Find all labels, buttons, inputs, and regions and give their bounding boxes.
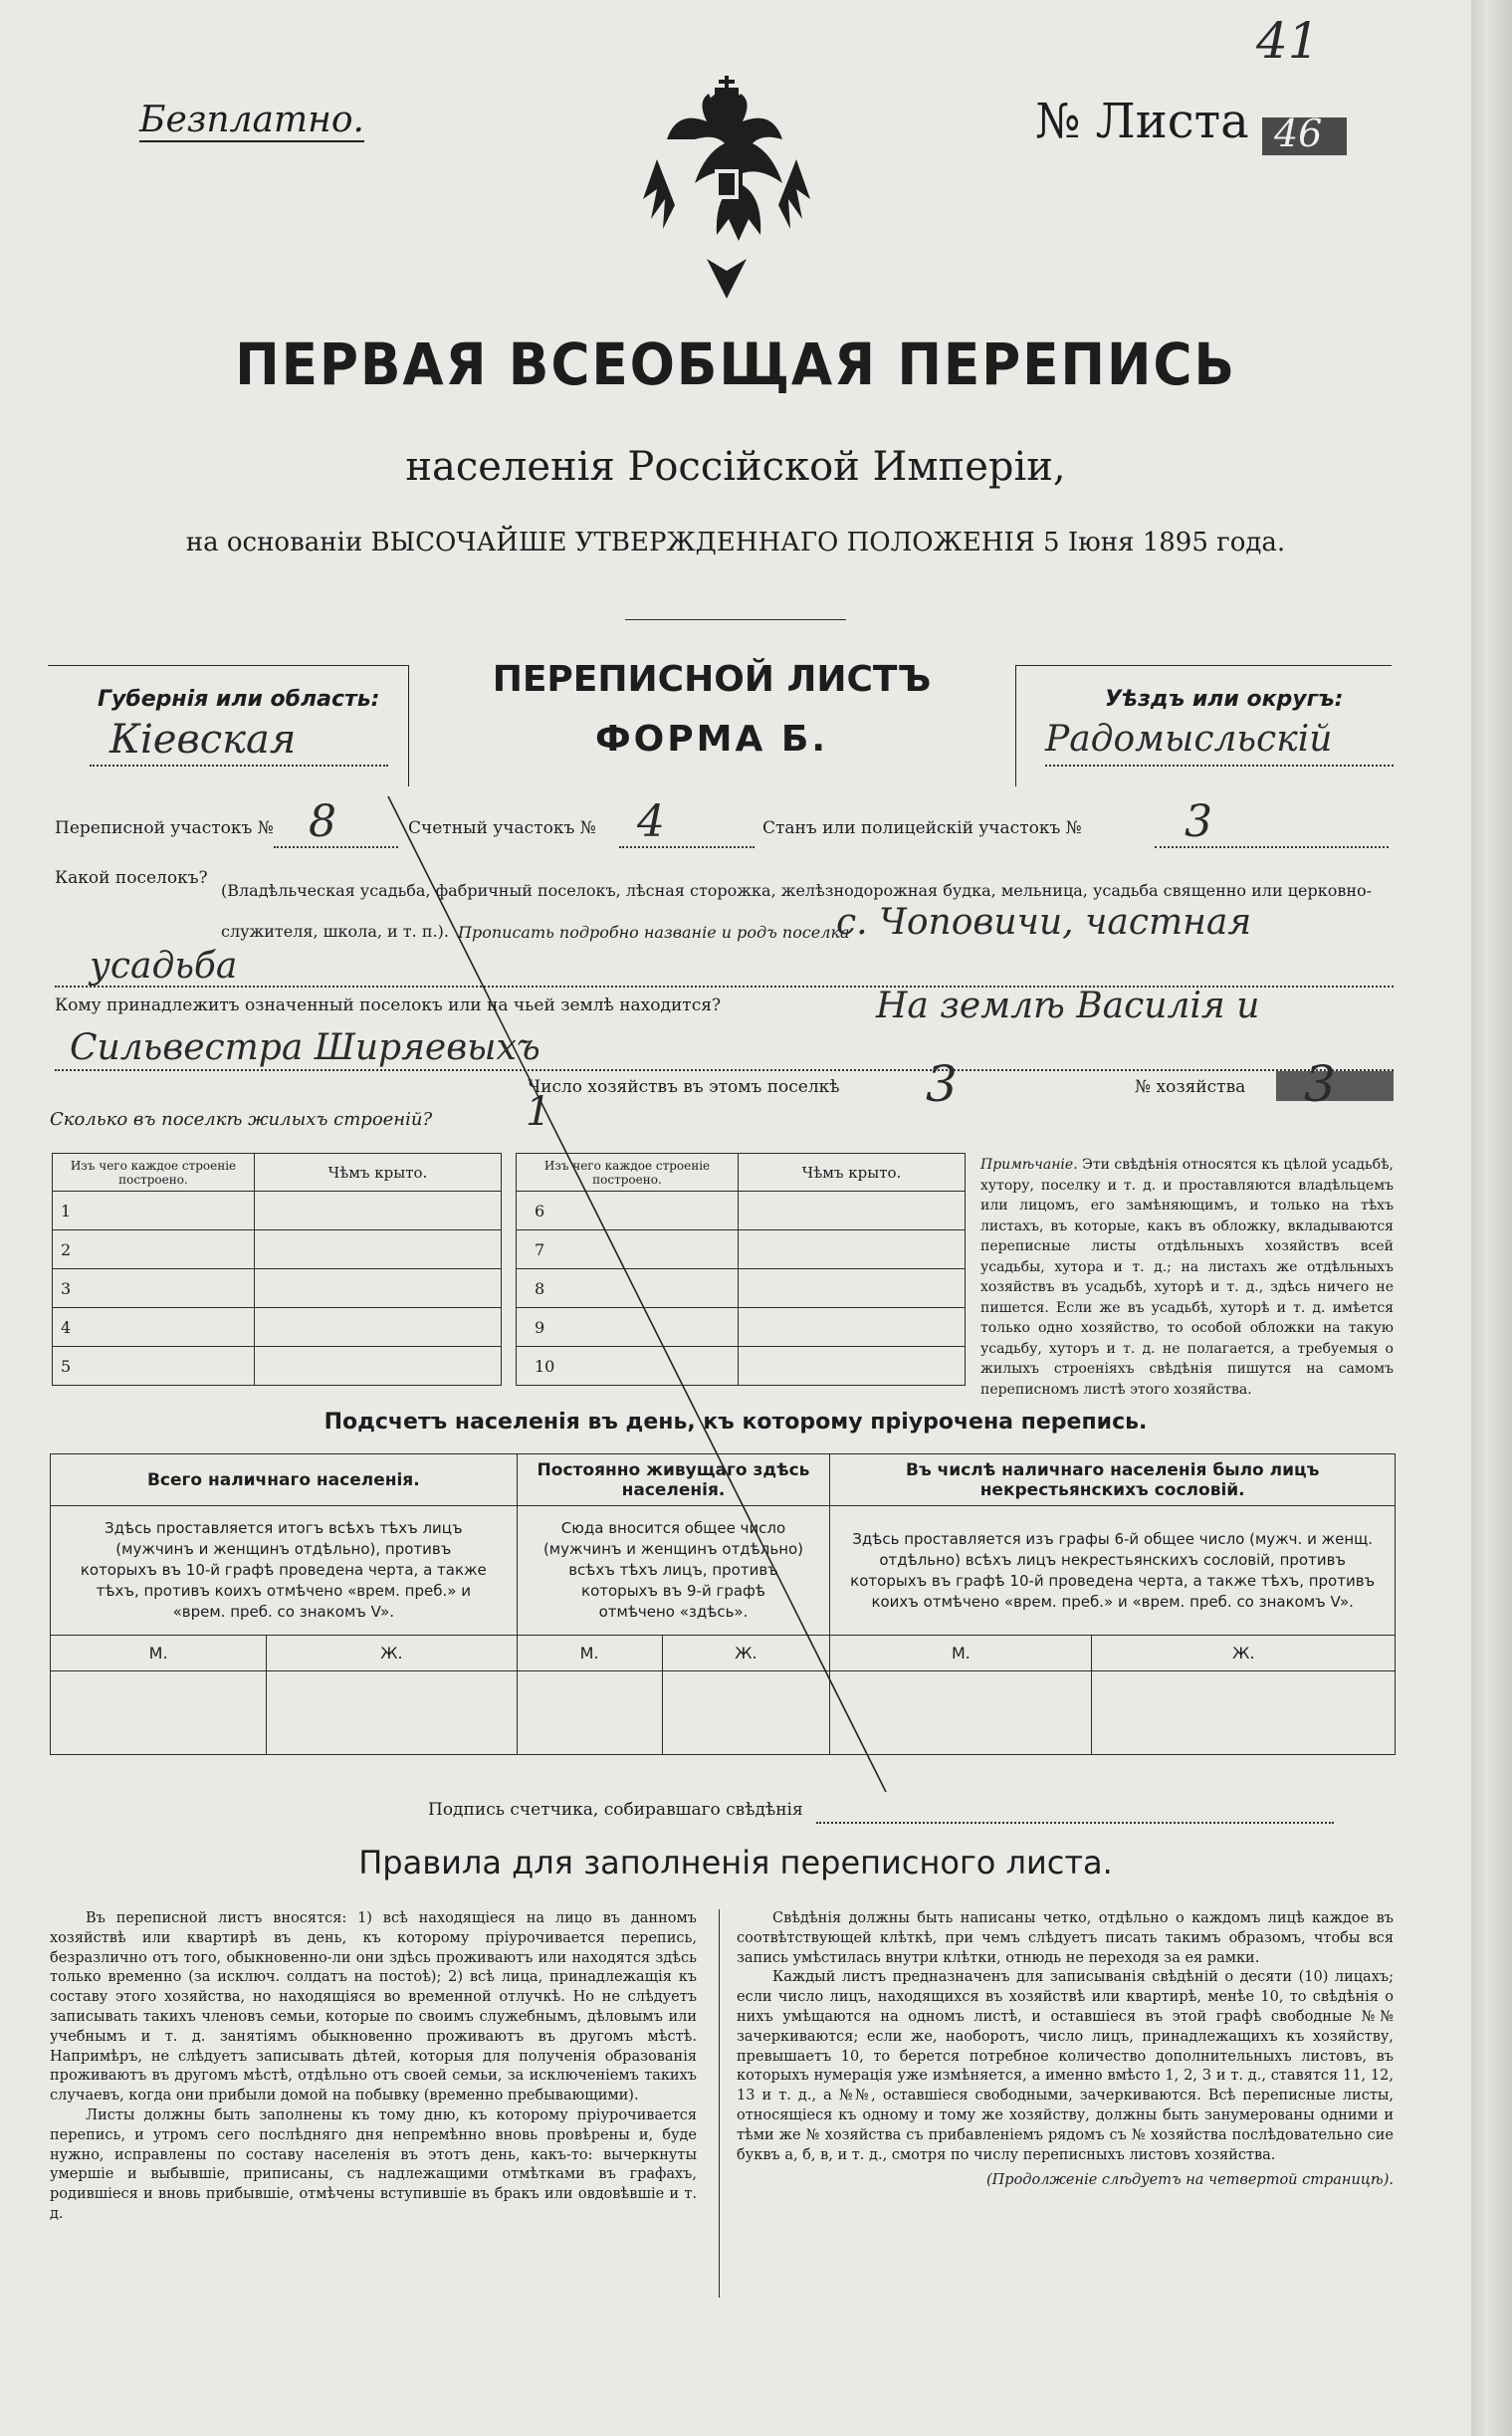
count-male-header: М. <box>51 1636 267 1671</box>
building-row-num: 8 <box>517 1269 739 1308</box>
count-value: 4 <box>637 796 665 847</box>
building-row-num: 3 <box>53 1269 255 1308</box>
count-col1-title: Всего наличнаго населенія. <box>51 1454 518 1506</box>
district-value: 8 <box>309 796 336 847</box>
sheet-no-label: № Листа <box>1035 94 1249 149</box>
rules-left-p1: Въ переписной листъ вносятся: 1) всѣ находящіеся на лицо въ данномъ хозяйствѣ или квартирѣ въ день, къ которому пріурочивается перепись, безразлично отъ того, обыкновенно-ли они здѣсь проживаютъ или находятся здѣсь только временно (за исключ. солдатъ на постоѣ); 2) всѣ лица, принадлежащія къ составу этого хозяйства, но находящіяся во временной отлучкѣ. Но не слѣдуетъ записывать такихъ членовъ семьи, которые по своимъ служебнымъ, дѣловымъ или учебнымъ и т. д. занятіямъ обыкновенно проживаютъ въ другомъ мѣстѣ. Напримѣръ, не слѣдуетъ записывать дѣтей, которыя для полученія образованія проживаютъ въ другомъ мѣстѣ, отдѣльно отъ своей семьи, за исключеніемъ такихъ случаевъ, когда они прибыли домой на побывку (временно пребывающими). <box>50 1910 697 2104</box>
buildings-col-material: Изъ чего каждое строеніе построено. <box>53 1154 255 1192</box>
rules-title: Правила для заполненія переписного листа. <box>358 1844 1113 1882</box>
count-female-header: Ж. <box>267 1636 517 1671</box>
settlement-instruction: Прописать подробно названіе и родъ поселка <box>458 923 850 942</box>
building-row-num: 10 <box>517 1347 739 1386</box>
uezd-label: Уѣздъ или округъ: <box>1105 687 1344 712</box>
police-label: Станъ или полицейскій участокъ № <box>762 818 1082 838</box>
settlement-label: Какой поселокъ? <box>55 868 208 888</box>
buildings-label: Сколько въ поселкѣ жилыхъ строеній? <box>50 1109 433 1130</box>
district-label: Переписной участокъ № <box>55 818 274 838</box>
building-row-num: 9 <box>517 1308 739 1347</box>
rules-left-p2: Листы должны быть заполнены къ тому дню, къ которому пріурочивается перепись, и утромъ сего послѣдняго дня непремѣнно вновь провѣрены и, буде нужно, исправлены по составу населенія въ этотъ день, какъ-то: вычеркнуты умершіе и выбывшіе, приписаны, съ надлежащими отмѣтками въ графахъ, родившіеся и вновь прибывшіе, отмѣчены вступившіе въ бракъ или овдовѣвшіе и т. д. <box>50 2106 697 2222</box>
form-title: ФОРМА Б. <box>594 719 829 760</box>
main-title: ПЕРВАЯ ВСЕОБЩАЯ ПЕРЕПИСЬ <box>235 331 1236 398</box>
count-female-header: Ж. <box>662 1636 830 1671</box>
count-female-header: Ж. <box>1092 1636 1396 1671</box>
police-value: 3 <box>1185 796 1212 847</box>
signature-label: Подпись счетчика, собиравшаго свѣдѣнія <box>428 1800 803 1820</box>
gubernia-label: Губернія или область: <box>98 687 380 712</box>
sheet-no-value: 46 <box>1274 111 1323 155</box>
note-title: Примѣчаніе. <box>980 1157 1078 1173</box>
households-value: 3 <box>926 1055 958 1113</box>
count-male-header: М. <box>830 1636 1092 1671</box>
uezd-value: Радомысльскій <box>1045 719 1333 760</box>
owner-label: Кому принадлежитъ означенный поселокъ или на чьей землѣ находится? <box>55 996 722 1015</box>
buildings-col-material: Изъ чего каждое строеніе построено. <box>517 1154 739 1192</box>
rules-right-p1: Свѣдѣнія должны быть написаны четко, отдѣльно о каждомъ лицѣ каждое въ соотвѣтствующей клѣткѣ, при чемъ слѣдуетъ писать такимъ образомъ, чтобы вся запись умѣстилась внутри клѣтки, отнюдь не переходя за ея рамки. <box>737 1910 1394 1966</box>
household-no-value: 3 <box>1304 1055 1336 1113</box>
settlement-value-2: усадьба <box>90 946 238 987</box>
count-col3-text: Здѣсь проставляется изъ графы 6-й общее число (мужч. и женщ. отдѣльно) всѣхъ лицъ некрестьянскихъ сословій, противъ которыхъ въ графѣ 10-й проведена черта, а также тѣхъ, противъ коихъ отмѣчено «врем. преб.» и «врем. преб. со знакомъ V». <box>830 1506 1396 1636</box>
legal-basis: на основаніи ВЫСОЧАЙШЕ УТВЕРЖДЕННАГО ПОЛОЖЕНІЯ 5 Іюня 1895 года. <box>185 528 1286 557</box>
building-row-num: 5 <box>53 1347 255 1386</box>
count-col2-title: Постоянно живущаго здѣсь населенія. <box>517 1454 830 1506</box>
page-edge <box>1471 0 1512 2436</box>
settlement-value-1: с. Чоповичи, частная <box>836 902 1252 943</box>
count-male-header: М. <box>517 1636 662 1671</box>
count-col3-title: Въ числѣ наличнаго населенія было лицъ некрестьянскихъ сословій. <box>830 1454 1396 1506</box>
households-label: Число хозяйствъ въ этомъ поселкѣ <box>528 1077 840 1097</box>
building-row-num: 4 <box>53 1308 255 1347</box>
sheet-title: ПЕРЕПИСНОЙ ЛИСТЪ <box>492 659 932 700</box>
owner-value-1: На землѣ Василія и <box>876 986 1260 1026</box>
corner-number: 41 <box>1256 12 1320 70</box>
buildings-col-roof: Чѣмъ крыто. <box>739 1154 966 1192</box>
settlement-hint: (Владѣльческая усадьба, фабричный поселокъ, лѣсная сторожка, желѣзнодорожная будка, мельница, усадьба священно или церковно-служителя, школа, и т. п.). <box>221 881 1373 941</box>
rules-right-p2: Каждый листъ предназначенъ для записыванія свѣдѣній о десяти (10) лицахъ; если число лицъ, находящихся въ хозяйствѣ или квартирѣ, менѣе 10, то свѣдѣнія о нихъ умѣщаются на одномъ листѣ, и оставшіеся въ этой графѣ свободные №№ зачеркиваются; если же, наоборотъ, число лицъ, принадлежащихъ къ хозяйству, превышаетъ 10, то берется потребное количество дополнительныхъ листовъ, въ которыхъ нумерація уже измѣняется, а именно вмѣсто 1, 2, 3 и т. д., ставятся 11, 12, 13 и т. д., а №№, оставшіеся свободными, зачеркиваются. Всѣ переписные листы, относящіеся къ одному и тому же хозяйству, должны быть занумерованы одними и тѣми же № хозяйства съ прибавленіемъ рядомъ съ № хозяйства послѣдовательно сие буквъ а, б, в, и т. д., смотря по числу переписныхъ листовъ хозяйства. <box>737 1969 1394 2163</box>
building-row-num: 1 <box>53 1192 255 1230</box>
building-row-num: 6 <box>517 1192 739 1230</box>
count-heading: Подсчетъ населенія въ день, къ которому пріурочена перепись. <box>324 1410 1148 1435</box>
rules-continued: (Продолженіе слѣдуетъ на четвертой страницѣ). <box>985 2172 1394 2189</box>
note-text: Эти свѣдѣнія относятся къ цѣлой усадьбѣ, хутору, поселку и т. д. и проставляются владѣльцемъ или лицомъ, его замѣняющимъ, и только на тѣхъ листахъ, въ которые, какъ въ обложку, вкладываются переписные листы отдѣльныхъ хозяйствъ всей усадьбы, хутора и т. д.; на листахъ же отдѣльныхъ хозяйствъ въ усадьбѣ, хуторѣ и т. д., здѣсь ничего не пишется. Если же въ усадьбѣ, хуторѣ и т. д. имѣется только одно хозяйство, то особой обложки на такую усадьбу, хуторъ и т. д. не полагается, а требуемыя о жилыхъ строеніяхъ свѣдѣнія пишутся на самомъ переписномъ листѣ этого хозяйства. <box>980 1157 1394 1398</box>
count-col2-text: Сюда вносится общее число (мужчинъ и женщинъ отдѣльно) всѣхъ тѣхъ лицъ, противъ которыхъ въ 9-й графѣ отмѣчено «здѣсь». <box>517 1506 830 1636</box>
count-label: Счетный участокъ № <box>408 818 596 838</box>
owner-value-2: Сильвестра Ширяевыхъ <box>70 1027 540 1068</box>
count-col1-text: Здѣсь проставляется итогъ всѣхъ тѣхъ лицъ (мужчинъ и женщинъ отдѣльно), противъ которыхъ въ 10-й графѣ проведена черта, а также тѣхъ, противъ коихъ отмѣчено «врем. преб.» и «врем. преб. со знакомъ V». <box>51 1506 518 1636</box>
subtitle: населенія Россійской Имперіи, <box>405 444 1066 490</box>
building-row-num: 7 <box>517 1230 739 1269</box>
buildings-col-roof: Чѣмъ крыто. <box>255 1154 502 1192</box>
free-label: Безплатно. <box>139 100 364 140</box>
building-row-num: 2 <box>53 1230 255 1269</box>
buildings-value: 1 <box>526 1089 551 1135</box>
household-no-label: № хозяйства <box>1135 1077 1246 1097</box>
gubernia-value: Кіевская <box>109 717 297 763</box>
